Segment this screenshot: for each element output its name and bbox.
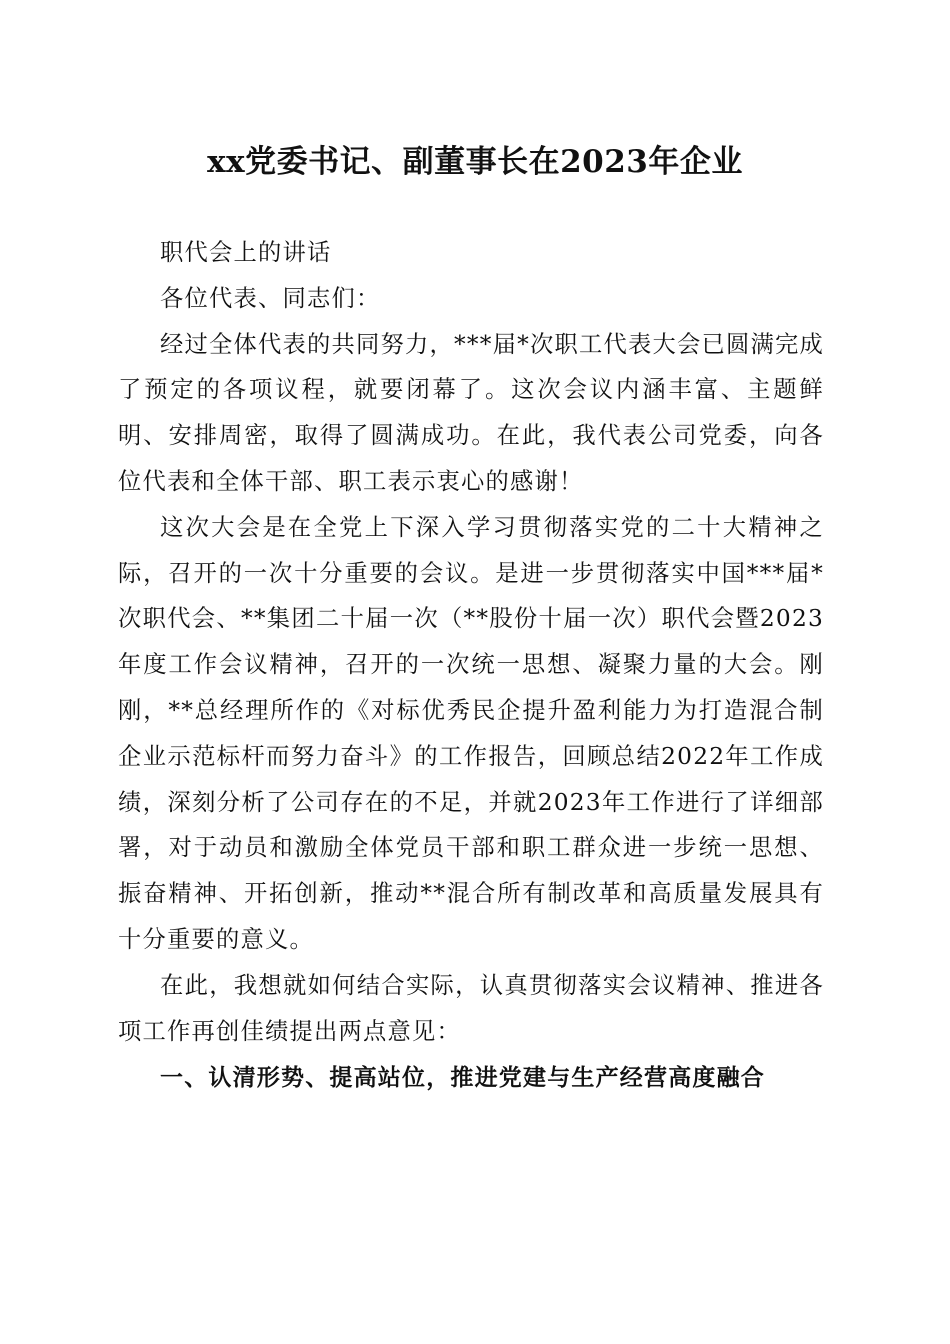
document-title: xx党委书记、副董事长在2023年企业: [207, 144, 743, 180]
subtitle-line: 职代会上的讲话: [160, 239, 332, 266]
salutation: 各位代表、同志们：: [160, 284, 381, 312]
paragraph-context: 这次大会是在全党上下深入学习贯彻落实党的二十大精神之际，召开的一次十分重要的会议。是进一步贯彻落实中国***届*次职代会、**集团二十届一次（**股份十届一次）职代会暨2023年度工作会议精神，召开的一次统一思想、凝聚力量的大会。刚刚，**总经理所作的《对标优秀民企提升盈利能力为打造混合制企业示范标杆而努力奋斗》的工作报告，回顾总结2022年工作成绩，深刻分析了公司存在的不足，并就2023年工作进行了详细部署，对于动员和激励全体党员干部和职工群众进一步统一思想、振奋精神、开拓创新，推动**混合所有制改革和高质量发展具有十分重要的意义。: [118, 513, 824, 953]
paragraph-opening: 经过全体代表的共同努力，***届*次职工代表大会已圆满完成了预定的各项议程，就要闭幕了。这次会议内涵丰富、主题鲜明、安排周密，取得了圆满成功。在此，我代表公司党委，向各位代表和全体干部、职工表示衷心的感谢！: [118, 330, 824, 495]
paragraph-intro-opinions: 在此，我想就如何结合实际，认真贯彻落实会议精神、推进各项工作再创佳绩提出两点意见：: [118, 971, 824, 1045]
document-body: [118, 230, 824, 1102]
section-heading: 一、认清形势、提高站位，推进党建与生产经营高度融合: [160, 1065, 765, 1092]
